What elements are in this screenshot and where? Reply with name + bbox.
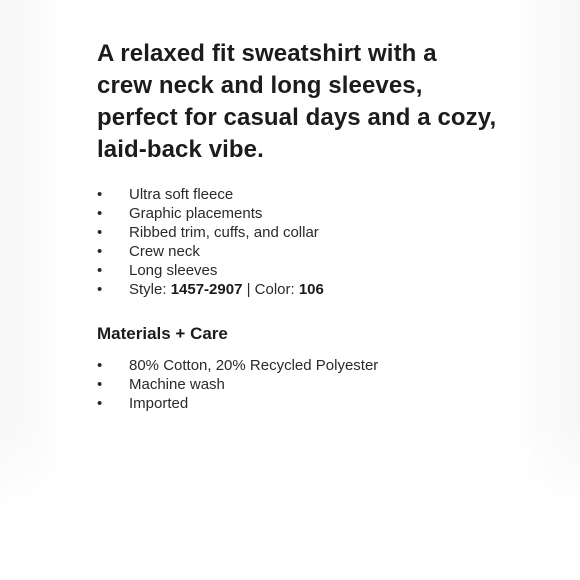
bullet-icon: • (97, 357, 103, 374)
style-number: 1457-2907 (170, 281, 243, 298)
bullet-icon: • (97, 262, 103, 279)
style-label: Style: (129, 281, 171, 298)
list-item (97, 185, 324, 204)
bullet-icon: • (97, 186, 103, 203)
materials-care-heading: Materials + Care (97, 324, 228, 343)
bullet-icon: • (97, 281, 103, 298)
list-item (97, 261, 324, 280)
material-text: Machine wash (129, 376, 225, 393)
color-label: Color: (254, 281, 299, 298)
color-code: 106 (298, 281, 324, 298)
bullet-icon: • (97, 205, 103, 222)
feature-list (97, 185, 324, 299)
feature-text: Ultra soft fleece (129, 186, 234, 203)
separator: | (242, 281, 255, 298)
material-text: 80% Cotton, 20% Recycled Polyester (129, 357, 379, 374)
bottom-fade (0, 420, 580, 580)
feature-text: Graphic placements (129, 205, 263, 222)
product-headline: A relaxed fit sweatshirt with a crew neck and long sleeves, perfect for casual days and a cozy, laid-back vibe. (97, 40, 497, 163)
bullet-icon: • (97, 243, 103, 260)
material-text: Imported (129, 395, 189, 412)
bullet-icon: • (97, 395, 103, 412)
feature-text: Crew neck (129, 243, 200, 260)
list-item (97, 204, 324, 223)
feature-text: Ribbed trim, cuffs, and collar (129, 224, 319, 241)
bullet-icon: • (97, 224, 103, 241)
bullet-icon: • (97, 376, 103, 393)
materials-list (97, 356, 378, 413)
list-item (97, 375, 378, 394)
style-color-item (97, 280, 324, 299)
feature-text: Long sleeves (129, 262, 218, 279)
list-item (97, 394, 378, 413)
list-item (97, 356, 378, 375)
list-item (97, 223, 324, 242)
list-item (97, 242, 324, 261)
